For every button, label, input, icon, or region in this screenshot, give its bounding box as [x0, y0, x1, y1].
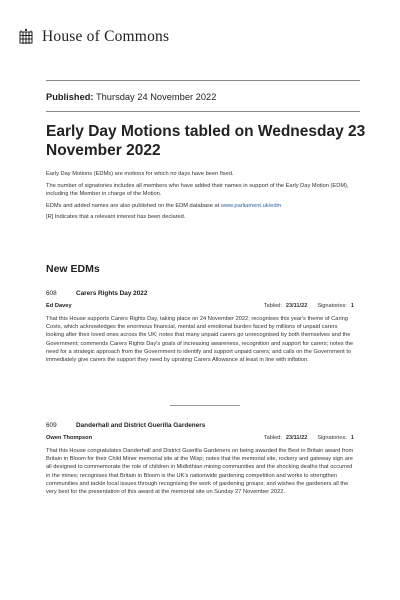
edm-header — [46, 290, 354, 297]
edm-text: That this House congratulates Danderhall and District Guerilla Gardeners on being awarded the Best in Britain award from Britain in Bloom for their Child Miner memorial site at the Wisp; notes that the memorial site, rockery and gateway sign are all designed to commemorate the role of children in Midlothian mining communities and the shocking deaths that occurred in the mines; recognises that Britain in Bloom is the UK's nationwide gardening competition and works to strengthen communities and tackle local issues through recognising the work of gardening groups; and wishes the gardeners all the very best for the presentation of this award at the memorial site on Sunday 27 November 2022. — [46, 448, 354, 496]
edm-number: 608 — [46, 290, 57, 297]
tabled-label: Tabled: — [263, 303, 282, 309]
intro-paragraph-4: [R] Indicates that a relevant interest has been declared. — [46, 214, 186, 221]
published-line — [46, 92, 216, 102]
edm-header — [46, 422, 354, 429]
signatories-count: 1 — [350, 303, 354, 309]
edm-item — [46, 290, 354, 364]
published-label: Published: — [46, 92, 94, 102]
edm-sponsor: Owen Thompson — [46, 435, 93, 441]
published-date: Thursday 24 November 2022 — [95, 92, 217, 102]
intro-paragraph-1: Early Day Motions (EDMs) are motions for which no days have been fixed. — [46, 171, 234, 177]
signatories-label: Signatories: — [317, 303, 347, 309]
edm-number: 609 — [46, 422, 57, 429]
edm-title: Carers Rights Day 2022 — [76, 290, 148, 297]
edm-database-link[interactable]: www.parliament.uk/edm — [220, 202, 282, 209]
intro-paragraph-3 — [46, 202, 366, 211]
edm-text: That this House supports Carers Rights Day, taking place on 24 November 2022; recognises this year's theme of Caring Costs, which acknowledges the enormous financial, mental and emotional burden faced by millions of unpaid carers looking after their loved ones across the UK; notes that many unpaid carers go unrecognised by both themselves and the Government; commends Carers Rights Day's goals of increasing awareness, recognition and support for carers; notes the need for a strategic approach from the Government to identify and support unpaid carers; and calls on the Government to immediately give carers the support they need by uprating Carers Allowance at least in line with inflation. — [46, 316, 354, 364]
edm-sponsor: Ed Davey — [46, 303, 72, 309]
signatories-count: 1 — [350, 435, 354, 441]
edm-item — [46, 422, 354, 496]
published-rule — [46, 111, 360, 112]
tabled-label: Tabled: — [263, 435, 282, 441]
edm-title: Danderhall and District Guerilla Gardeners — [76, 422, 206, 429]
intro-paragraph-2: The number of signatories includes all members who have added their names in support of the Early Day Motion (EDM), including the Member in charge of the Motion. — [46, 182, 349, 198]
house-of-commons-wordmark: House of Commons — [42, 28, 170, 45]
intro-block — [46, 170, 366, 225]
portcullis-logo-icon — [18, 28, 34, 46]
top-rule — [46, 80, 360, 81]
tabled-date: 23/11/22 — [285, 435, 308, 441]
section-heading: New EDMs — [46, 263, 100, 275]
edm-separator — [170, 405, 240, 406]
intro-paragraph-3-text: EDMs and added names are also published on the EDM database at — [46, 202, 221, 209]
page-title: Early Day Motions tabled on Wednesday 23 November 2022 — [46, 123, 366, 159]
tabled-date: 23/11/22 — [285, 303, 308, 309]
page-header — [18, 28, 169, 46]
signatories-label: Signatories: — [317, 435, 347, 441]
